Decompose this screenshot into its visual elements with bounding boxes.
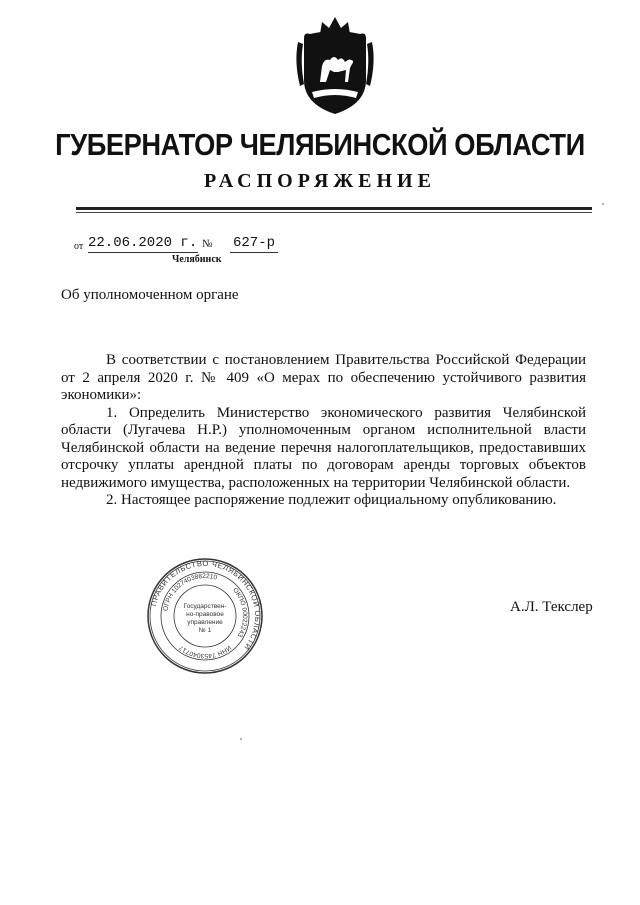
body-item-1: 1. Определить Министерство экономического развития Челябинской области (Лугачева Н.Р.) уполномоченным органом исполнительной власти Челябинской области на ведение перечня налогоплательщиков, предоставивших отсрочку уплаты арендной платы по договорам аренды торговых объектов недвижимого имущества, расположенных на территории Челябинской области. [61, 404, 586, 491]
svg-text:ОКПО 00022243 [231, 587, 248, 639]
document-city: Челябинск [172, 254, 222, 265]
seal-center-line-2: но-правовое [186, 611, 224, 618]
header-rule-thin [76, 212, 592, 213]
seal-okpo: ОКПО 00022243 [231, 586, 249, 639]
document-date: 22.06.2020 г. [88, 235, 198, 251]
government-title: ГУБЕРНАТОР ЧЕЛЯБИНСКОЙ ОБЛАСТИ [55, 127, 585, 162]
seal-center-line-3: управление [187, 619, 223, 626]
official-seal-icon [146, 557, 264, 675]
scan-speck [602, 203, 604, 205]
date-prefix: от [74, 241, 84, 252]
coat-of-arms-icon [290, 12, 380, 118]
document-body [61, 352, 586, 510]
document-subject: Об уполномоченном органе [61, 287, 239, 303]
scan-speck [240, 738, 242, 740]
seal-inn: ИНН 7453040717 [178, 643, 233, 660]
seal-outer-text: ПРАВИТЕЛЬСТВО ЧЕЛЯБИНСКОЙ ОБЛАСТИ [149, 558, 263, 652]
body-item-2: 2. Настоящее распоряжение подлежит официальному опубликованию. [106, 492, 557, 508]
seal-center-line-1: Государствен- [183, 603, 227, 610]
header-rule-thick [76, 207, 592, 210]
svg-text:ИНН 7453040717 [178, 644, 232, 659]
seal-ogrn: ОГРН 1027403882210 [162, 572, 218, 612]
signatory-name: А.Л. Текслер [510, 599, 593, 615]
document-type: РАСПОРЯЖЕНИЕ [204, 170, 436, 192]
number-sign: № [202, 238, 213, 250]
document-number: 627-р [230, 234, 278, 253]
seal-center-line-4: № 1 [198, 627, 212, 634]
body-intro: В соответствии с постановлением Правительства Российской Федерации от 2 апреля 2020 г. № 409 «О мерах по обеспечению устойчивого развития экономики»: [61, 352, 586, 403]
